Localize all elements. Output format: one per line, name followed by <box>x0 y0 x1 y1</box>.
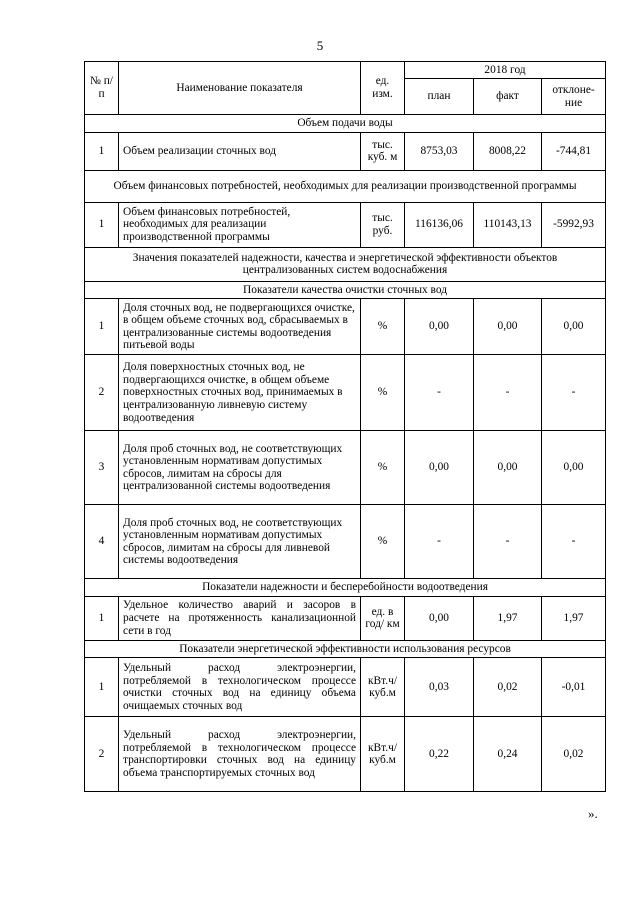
row-num: 1 <box>85 596 119 640</box>
header-num: № п/п <box>85 62 119 115</box>
unit-cell: ед. в год/ км <box>361 596 405 640</box>
table-row <box>85 505 606 579</box>
section-row <box>85 247 606 281</box>
indicator-name: Объем финансовых потребностей, необходимых для реализации производственной программы <box>119 202 361 247</box>
row-num: 1 <box>85 132 119 170</box>
fact-value: 1,97 <box>474 596 542 640</box>
deviation-value: - <box>542 505 606 579</box>
section-row <box>85 115 606 133</box>
section-row <box>85 170 606 202</box>
fact-value: 8008,22 <box>474 132 542 170</box>
unit-cell: кВт.ч/ куб.м <box>361 717 405 792</box>
indicator-name: Доля проб сточных вод, не соответствующих установленным нормативам допустимых сбросов, лимитам на сбросы для ливневой системы водоотведения <box>119 505 361 579</box>
fact-value: 0,00 <box>474 299 542 355</box>
section-row <box>85 640 606 658</box>
deviation-value: 0,02 <box>542 717 606 792</box>
section-row <box>85 579 606 597</box>
header-plan: план <box>405 79 474 115</box>
unit-cell: % <box>361 431 405 505</box>
indicator-name: Удельный расход электроэнергии, потребляемой в технологическом процессе очистки сточных вод на единицу объема очищаемых сточных вод <box>119 658 361 717</box>
unit-cell: % <box>361 355 405 431</box>
plan-value: 8753,03 <box>405 132 474 170</box>
section-title: Значения показателей надежности, качества и энергетической эффективности объектов централизованных систем водоснабжения <box>85 247 606 281</box>
row-num: 1 <box>85 202 119 247</box>
section-row <box>85 281 606 299</box>
row-num: 4 <box>85 505 119 579</box>
table-row <box>85 717 606 792</box>
indicator-name: Доля поверхностных сточных вод, не подвергающихся очистке, в общем объеме поверхностных сточных вод, принимаемых в централизованную ливневую систему водоотведения <box>119 355 361 431</box>
plan-value: 0,00 <box>405 596 474 640</box>
row-num: 1 <box>85 299 119 355</box>
table-row <box>85 596 606 640</box>
deviation-value: 0,00 <box>542 431 606 505</box>
indicator-name: Удельное количество аварий и засоров в расчете на протяженность канализационной сети в год <box>119 596 361 640</box>
fact-value: - <box>474 505 542 579</box>
section-title: Объем финансовых потребностей, необходимых для реализации производственной программы <box>85 170 606 202</box>
row-num: 2 <box>85 355 119 431</box>
unit-cell: % <box>361 505 405 579</box>
plan-value: 0,22 <box>405 717 474 792</box>
indicator-name: Объем реализации сточных вод <box>119 132 361 170</box>
fact-value: 110143,13 <box>474 202 542 247</box>
fact-value: - <box>474 355 542 431</box>
deviation-value: - <box>542 355 606 431</box>
table-row <box>85 299 606 355</box>
header-year: 2018 год <box>405 62 606 79</box>
fact-value: 0,02 <box>474 658 542 717</box>
table-row <box>85 431 606 505</box>
fact-value: 0,24 <box>474 717 542 792</box>
section-title: Показатели энергетической эффективности использования ресурсов <box>85 640 606 658</box>
table-row <box>85 355 606 431</box>
plan-value: 0,00 <box>405 299 474 355</box>
fact-value: 0,00 <box>474 431 542 505</box>
indicators-table <box>84 61 606 792</box>
header-deviation: отклоне-ние <box>542 79 606 115</box>
row-num: 1 <box>85 658 119 717</box>
unit-cell: тыс. руб. <box>361 202 405 247</box>
indicator-name: Доля проб сточных вод, не соответствующих установленным нормативам допустимых сбросов, лимитам на сбросы для централизованной системы водоотведения <box>119 431 361 505</box>
indicator-name: Удельный расход электроэнергии, потребляемой в технологическом процессе транспортировки сточных вод на единицу объема транспортируемых сточных вод <box>119 717 361 792</box>
row-num: 2 <box>85 717 119 792</box>
row-num: 3 <box>85 431 119 505</box>
deviation-value: 0,00 <box>542 299 606 355</box>
table-row <box>85 132 606 170</box>
table-row <box>85 658 606 717</box>
section-title: Объем подачи воды <box>85 115 606 133</box>
header-row <box>85 62 606 79</box>
plan-value: - <box>405 355 474 431</box>
plan-value: - <box>405 505 474 579</box>
unit-cell: % <box>361 299 405 355</box>
section-title: Показатели надежности и бесперебойности водоотведения <box>85 579 606 597</box>
closing-quote: ». <box>588 806 598 821</box>
header-name: Наименование показателя <box>119 62 361 115</box>
indicator-name: Доля сточных вод, не подвергающихся очистке, в общем объеме сточных вод, сбрасываемых в централизованные системы водоотведения питьевой воды <box>119 299 361 355</box>
header-unit: ед. изм. <box>361 62 405 115</box>
unit-cell: тыс. куб. м <box>361 132 405 170</box>
deviation-value: -5992,93 <box>542 202 606 247</box>
plan-value: 0,00 <box>405 431 474 505</box>
unit-cell: кВт.ч/ куб.м <box>361 658 405 717</box>
plan-value: 116136,06 <box>405 202 474 247</box>
section-title: Показатели качества очистки сточных вод <box>85 281 606 299</box>
deviation-value: 1,97 <box>542 596 606 640</box>
deviation-value: -744,81 <box>542 132 606 170</box>
page-number: 5 <box>316 38 324 53</box>
deviation-value: -0,01 <box>542 658 606 717</box>
table-row <box>85 202 606 247</box>
header-fact: факт <box>474 79 542 115</box>
plan-value: 0,03 <box>405 658 474 717</box>
